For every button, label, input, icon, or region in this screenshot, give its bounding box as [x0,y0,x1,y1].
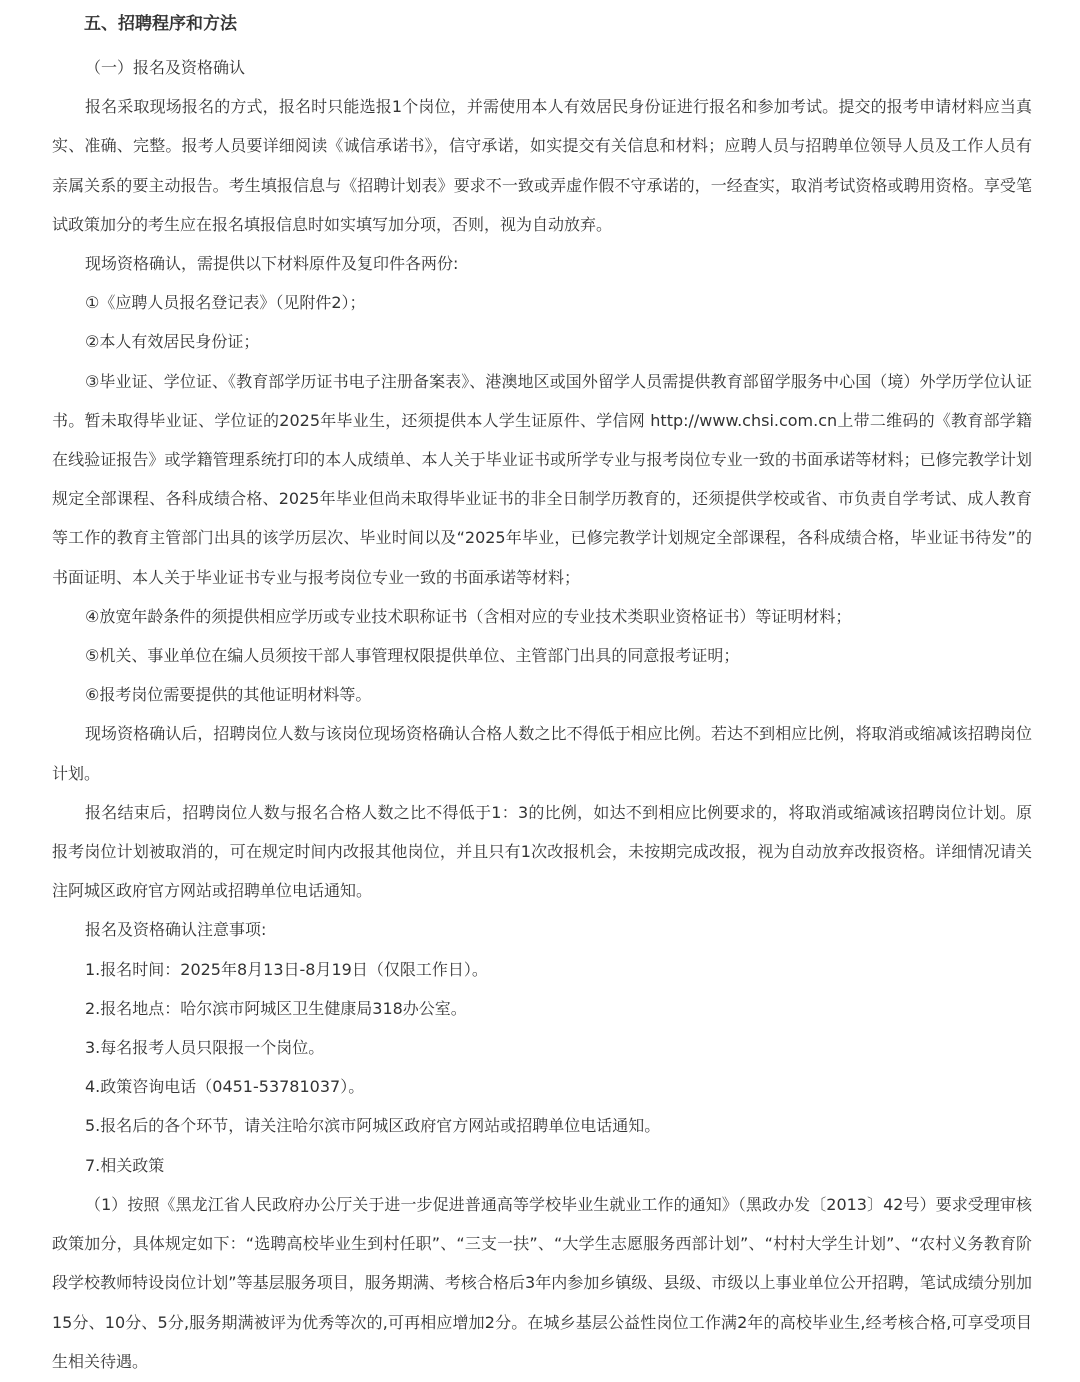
section-title: 五、招聘程序和方法 [84,14,237,34]
paragraph-after-registration: 报名结束后，招聘岗位人数与报名合格人数之比不得低于1：3的比例，如达不到相应比例要求的，将取消或缩减该招聘岗位计划。原报考岗位计划被取消的，可在规定时间内改报其他岗位，并且只有1次改报机会，未按期完成改报，视为自动放弃改报资格。详细情况请关注阿城区政府官方网站或招聘单位电话通知。 [52,802,1032,901]
paragraph-policy: （1）按照《黑龙江省人民政府办公厅关于进一步促进普通高等学校毕业生就业工作的通知》（黑政办发〔2013〕42号）要求受理审核政策加分，具体规定如下：“选聘高校毕业生到村任职”、“三支一扶”、“大学生志愿服务西部计划”、“村村大学生计划”、“农村义务教育阶段学校教师特设岗位计划”等基层服务项目，服务期满、考核合格后3年内参加乡镇级、县级、市级以上事业单位公开招聘，笔试成绩分别加15分、10分、5分,服务期满被评为优秀等次的,可再相应增加2分。在城乡基层公益性岗位工作满2年的高校毕业生,经考核合格,可享受项目生相关待遇。 [52,1194,1032,1371]
policy-heading: 7.相关政策 [85,1155,165,1175]
list-item: ②本人有效居民身份证； [85,332,260,352]
list-item: 1.报名时间：2025年8月13日-8月19日（仅限工作日）。 [85,959,488,979]
list-item: ⑥报考岗位需要提供的其他证明材料等。 [85,685,372,705]
list-item: 2.报名地点：哈尔滨市阿城区卫生健康局318办公室。 [85,998,467,1018]
paragraph-registration: 报名采取现场报名的方式，报名时只能选报1个岗位，并需使用本人有效居民身份证进行报名和参加考试。提交的报考申请材料应当真实、准确、完整。报考人员要详细阅读《诚信承诺书》，信守承诺，如实提交有关信息和材料；应聘人员与招聘单位领导人员及工作人员有亲属关系的要主动报告。考生填报信息与《招聘计划表》要求不一致或弄虚作假不守承诺的，一经查实，取消考试资格或聘用资格。享受笔试政策加分的考生应在报名填报信息时如实填写加分项，否则，视为自动放弃。 [52,97,1032,234]
list-item: ①《应聘人员报名登记表》（见附件2）； [85,293,366,313]
list-item: ⑤机关、事业单位在编人员须按干部人事管理权限提供单位、主管部门出具的同意报考证明； [85,646,740,666]
subsection-heading: （一）报名及资格确认 [85,58,246,77]
list-item: 4.政策咨询电话（0451-53781037）。 [85,1077,365,1097]
paragraph-materials-intro: 现场资格确认，需提供以下材料原件及复印件各两份: [85,254,459,274]
list-item: 3.每名报考人员只限报一个岗位。 [85,1038,325,1058]
document-body [52,8,1032,1381]
paragraph-ratio: 现场资格确认后，招聘岗位人数与该岗位现场资格确认合格人数之比不得低于相应比例。若达不到相应比例，将取消或缩减该招聘岗位计划。 [52,724,1032,783]
notes-heading: 报名及资格确认注意事项: [85,920,267,940]
list-item: ③毕业证、学位证、《教育部学历证书电子注册备案表》、港澳地区或国外留学人员需提供教育部留学服务中心国（境）外学历学位认证书。暂未取得毕业证、学位证的2025年毕业生，还须提供本人学生证原件、学信网 http://www.chsi.com.cn上带二维码的《教育部学籍在线验证报告》或学籍管理系统打印的本人成绩单、本人关于毕业证书或所学专业与报考岗位专业一致的书面承诺等材料；已修完教学计划规定全部课程、各科成绩合格、2025年毕业但尚未取得毕业证书的非全日制学历教育的，还须提供学校或省、市负责自学考试、成人教育等工作的教育主管部门出具的该学历层次、毕业时间以及“2025年毕业，已修完教学计划规定全部课程，各科成绩合格，毕业证书待发”的书面证明、本人关于毕业证书专业与报考岗位专业一致的书面承诺等材料； [52,371,1032,587]
list-item: 5.报名后的各个环节，请关注哈尔滨市阿城区政府官方网站或招聘单位电话通知。 [85,1116,661,1136]
list-item: ④放宽年龄条件的须提供相应学历或专业技术职称证书（含相对应的专业技术类职业资格证书）等证明材料； [85,606,852,626]
